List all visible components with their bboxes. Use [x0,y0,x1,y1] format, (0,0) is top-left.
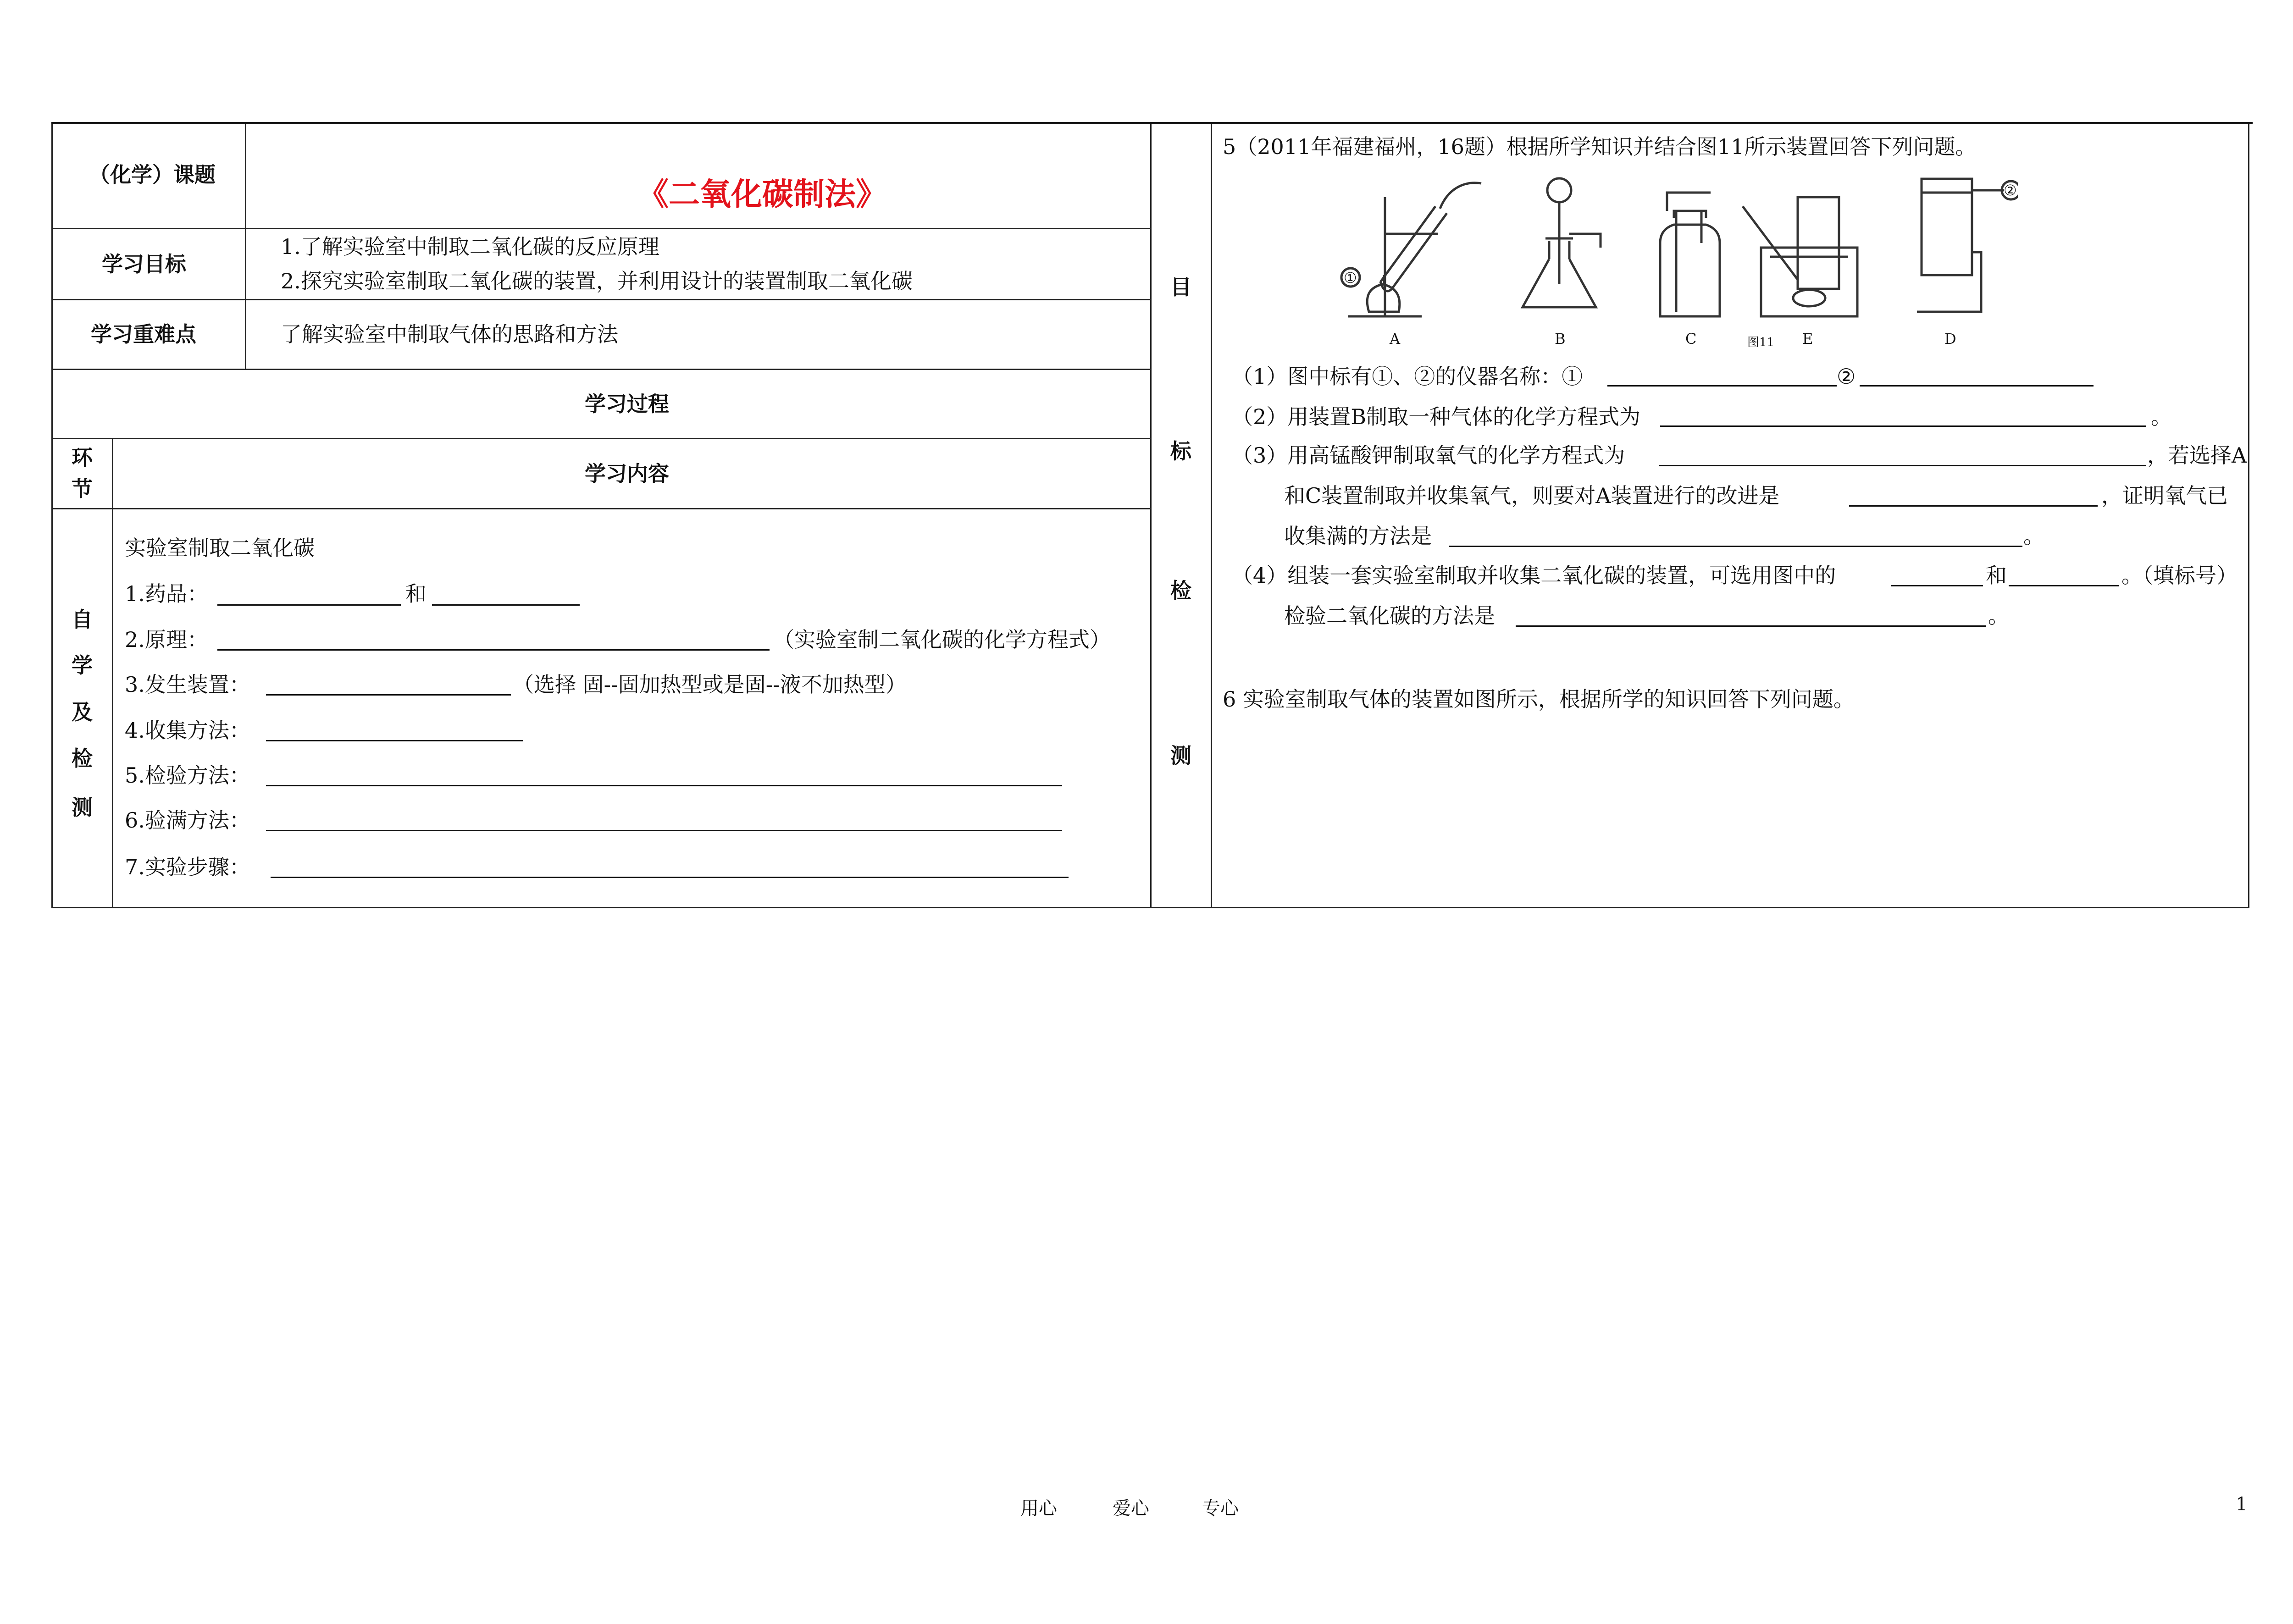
top-rule [51,122,2253,124]
q5-3-prefix: （3）用高锰酸钾制取氧气的化学方程式为 [1232,443,1625,468]
footer-word: 专心 [1202,1498,1239,1519]
answer-blank[interactable] [1516,625,1986,627]
page-title: 《二氧化碳制法》 [637,176,887,213]
side-char: 目 [1170,275,1191,299]
keypoints-label: 学习重难点 [91,322,196,347]
side-char: 标 [1170,439,1191,464]
keypoints-text: 了解实验室中制取气体的思路和方法 [281,322,618,347]
figure-label-e: E [1802,330,1813,348]
figure-label-d: D [1944,330,1956,348]
apparatus-figure [1330,165,2018,358]
item-label: 1.药品： [125,581,208,606]
figure-label-c: C [1685,330,1697,348]
answer-blank[interactable] [266,694,511,696]
goal-1: 1.了解实验室中制取二氧化碳的反应原理 [281,234,659,259]
goal-2: 2.探究实验室制取二氧化碳的装置，并利用设计的装置制取二氧化碳 [281,269,913,293]
q5-2-prefix: （2）用装置B制取一种气体的化学方程式为 [1232,404,1641,429]
answer-blank[interactable] [266,740,523,741]
process-label: 学习过程 [585,392,669,416]
side-char: 测 [72,795,93,820]
answer-blank[interactable] [1860,385,2094,387]
q5-4-line2-end: 。 [1988,603,2009,628]
q5-3-line2-prefix: 和C装置制取并收集氧气，则要对A装置进行的改进是 [1284,483,1780,508]
item-mid: 和 [405,581,426,606]
answer-blank[interactable] [1849,505,2098,507]
footer-word: 爱心 [1113,1498,1149,1519]
footer-word: 用心 [1020,1498,1057,1519]
question-6: 6 实验室制取气体的装置如图所示，根据所学的知识回答下列问题。 [1223,687,1855,712]
q5-4-line2-prefix: 检验二氧化碳的方法是 [1284,603,1495,628]
item-suffix: （选择 固--固加热型或是固--液不加热型） [513,672,907,697]
item-label: 3.发生装置： [125,672,250,697]
question-5-intro: 5（2011年福建福州，16题）根据所学知识并结合图11所示装置回答下列问题。 [1223,134,1977,159]
answer-blank[interactable] [1891,585,1983,586]
section-intro: 实验室制取二氧化碳 [125,536,315,560]
answer-blank[interactable] [266,785,1062,786]
q5-3-tail: ，若选择A [2147,443,2247,468]
answer-blank[interactable] [266,830,1062,831]
q5-4-prefix: （4）组装一套实验室制取并收集二氧化碳的装置，可选用图中的 [1232,563,1836,588]
figure-marker-1: ① [1344,269,1357,287]
answer-blank[interactable] [1449,546,2022,547]
answer-blank[interactable] [271,877,1069,878]
q5-3-line2-tail: ，证明氧气已 [2101,483,2228,508]
answer-blank[interactable] [1659,465,2146,466]
answer-blank[interactable] [1660,425,2146,427]
side-char: 检 [72,746,93,771]
q5-1-prefix: （1）图中标有①、②的仪器名称：① [1232,364,1583,389]
answer-blank[interactable] [217,649,770,651]
answer-blank[interactable] [2009,585,2119,586]
page-number: 1 [2236,1494,2248,1515]
answer-blank[interactable] [432,604,580,606]
subject-label: （化学）课题 [89,162,216,187]
side-char: 学 [72,653,93,678]
q5-3-line3-end: 。 [2023,524,2044,548]
item-suffix: （实验室制二氧化碳的化学方程式） [773,627,1111,652]
side-char: 及 [72,700,93,724]
answer-blank[interactable] [217,604,401,606]
side-char: 检 [1170,578,1191,603]
figure-label-a: A [1390,330,1401,348]
goals-label: 学习目标 [102,252,186,276]
q5-4-tail: 。（填标号） [2121,563,2238,588]
answer-blank[interactable] [1607,385,1837,387]
q5-3-line3-prefix: 收集满的方法是 [1284,524,1432,548]
q5-1-mid: ② [1837,364,1856,389]
section-label-2: 节 [72,476,93,501]
content-label: 学习内容 [585,461,669,486]
figure-label-b: B [1555,330,1566,348]
side-char: 测 [1170,743,1191,768]
figure-marker-2: ② [2004,182,2017,199]
section-label-1: 环 [72,445,93,470]
side-char: 自 [72,607,93,632]
item-label: 5.检验方法： [125,763,250,788]
item-label: 7.实验步骤： [125,855,250,879]
q5-2-end: 。 [2151,404,2172,429]
item-label: 4.收集方法： [125,718,250,743]
item-label: 2.原理： [125,627,208,652]
q5-4-mid: 和 [1986,563,2007,588]
item-label: 6.验满方法： [125,808,250,833]
figure-caption: 图11 [1747,336,1775,349]
